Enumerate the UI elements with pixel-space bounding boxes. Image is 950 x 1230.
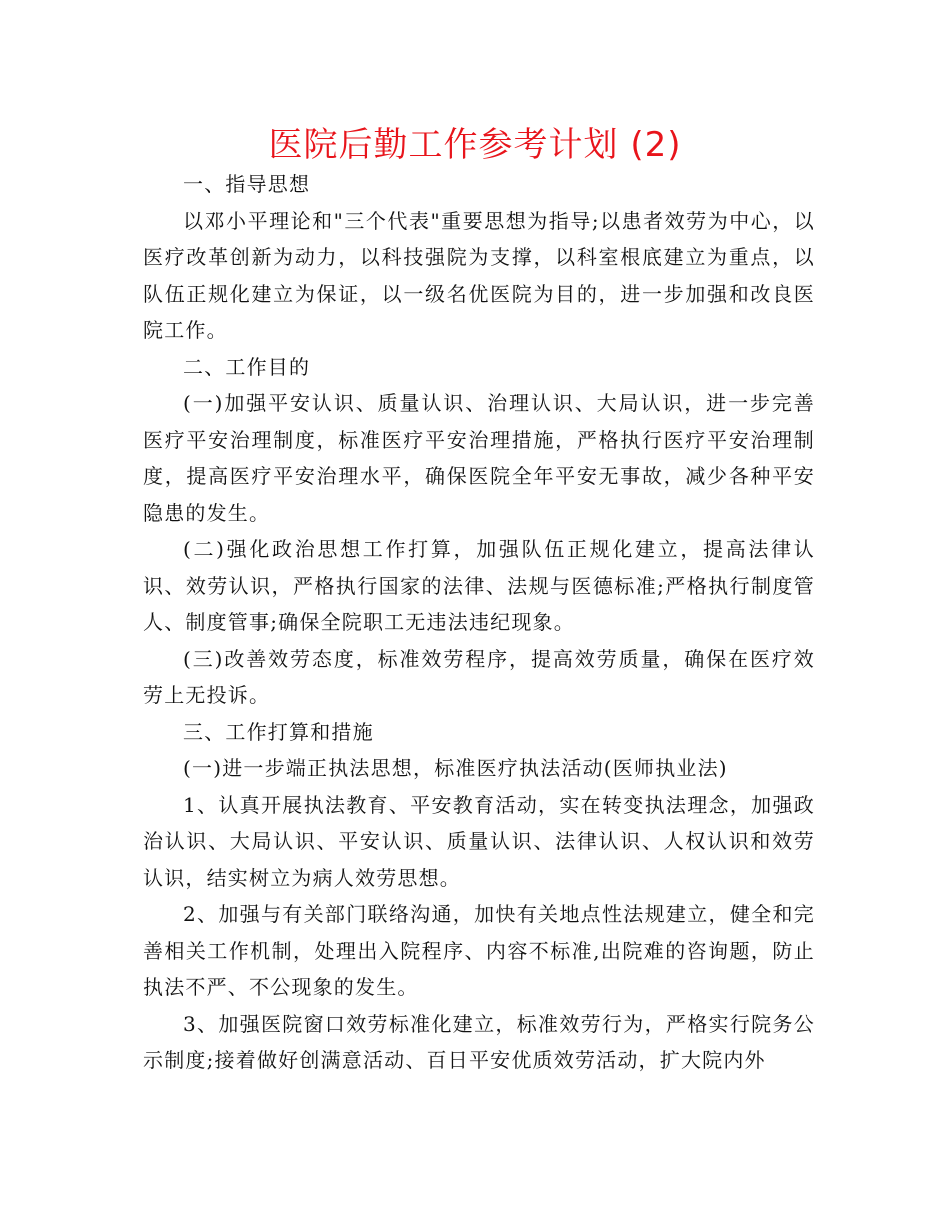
paragraph: 3、加强医院窗口效劳标准化建立，标准效劳行为，严格实行院务公示制度;接着做好创满意活动、百日平安优质效劳活动，扩大院内外: [143, 1011, 815, 1072]
paragraph: 1、认真开展执法教育、平安教育活动，实在转变执法理念，加强政治认识、大局认识、平安认识、质量认识、法律认识、人权认识和效劳认识，结实树立为病人效劳思想。: [143, 792, 815, 890]
paragraph: 2、加强与有关部门联络沟通，加快有关地点性法规建立，健全和完善相关工作机制，处理出入院程序、内容不标准,出院难的咨询题，防止执法不严、不公现象的发生。: [143, 902, 815, 999]
section-heading-2: 二、工作目的: [183, 354, 311, 379]
paragraph: (三)改善效劳态度，标准效劳程序，提高效劳质量，确保在医疗效劳上无投诉。: [143, 646, 815, 707]
section-heading-1: 一、指导思想: [183, 172, 311, 196]
sub-heading: (一)进一步端正执法思想，标准医疗执法活动(医师执业法): [183, 756, 728, 780]
paragraph: (一)加强平安认识、质量认识、治理认识、大局认识，进一步完善医疗平安治理制度，标准医疗平安治理措施，严格执行医疗平安治理制度，提高医疗平安治理水平，确保医院全年平安无事故，减少各种平安隐患的发生。: [143, 391, 815, 525]
paragraph: (二)强化政治思想工作打算，加强队伍正规化建立，提高法律认识、效劳认识，严格执行国家的法律、法规与医德标准;严格执行制度管人、制度管事;确保全院职工无违法违纪现象。: [143, 537, 815, 634]
paragraph: 以邓小平理论和"三个代表"重要思想为指导;以患者效劳为中心，以医疗改革创新为动力，以科技强院为支撑，以科室根底建立为重点，以队伍正规化建立为保证，以一级名优医院为目的，进一步加强和改良医院工作。: [143, 208, 815, 342]
section-heading-3: 三、工作打算和措施: [183, 719, 374, 744]
document-title: 医院后勤工作参考计划 (2): [268, 125, 682, 165]
document-body: [143, 166, 815, 1079]
